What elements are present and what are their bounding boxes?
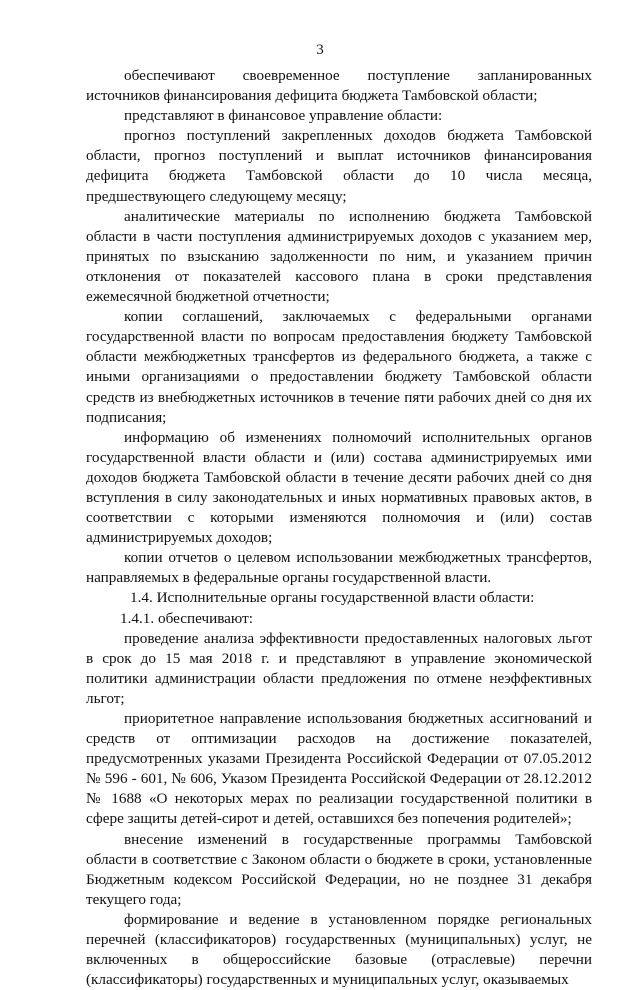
paragraph: прогноз поступлений закрепленных доходов бюджета Тамбовской области, прогноз поступлений и выплат источников финансирования дефицита бюджета Тамбовской области до 10 числа месяца, предшествующего следующему месяцу; <box>86 127 592 205</box>
document-body <box>86 66 592 990</box>
paragraph: приоритетное направление использования бюджетных ассигнований и средств от оптимизации расходов на достижение показателей, предусмотренных указами Президента Российской Федерации от 07.05.2012 № 596 - 601, № 606, Указом Президента Российской Федерации от 28.12.2012 № 1688 «О некоторых мерах по реализации государственной политики в сфере защиты детей-сирот и детей, оставшихся без попечения родителей»; <box>86 710 592 828</box>
paragraph: информацию об изменениях полномочий исполнительных органов государственной власти области и (или) состава администрируемых ими доходов бюджета Тамбовской области в течение десяти рабочих дней со дня вступления в силу законодательных и иных нормативных правовых актов, в соответствии с которыми изменяются полномочия и (или) состав администрируемых доходов; <box>86 428 592 547</box>
paragraph: внесение изменений в государственные программы Тамбовской области в соответствие с Законом области о бюджете в сроки, установленные Бюджетным кодексом Российской Федерации, но не позднее 31 декабря текущего года; <box>86 830 592 908</box>
paragraph: копии соглашений, заключаемых с федеральными органами государственной власти по вопросам предоставления бюджету Тамбовской области межбюджетных трансфертов из федерального бюджета, а также с иными организациями о предоставлении бюджету Тамбовской области средств из внебюджетных источников в течение пяти рабочих дней со дня их подписания; <box>86 308 592 426</box>
paragraph: аналитические материалы по исполнению бюджета Тамбовской области в части поступления администрируемых доходов с указанием мер, принятых по взысканию задолженности по ним, и указанием причин отклонения от показателей кассового плана в сроки представления ежемесячной бюджетной отчетности; <box>86 207 592 306</box>
page-number: 3 <box>316 42 324 58</box>
section-heading: 1.4. Исполнительные органы государственной власти области: <box>130 589 535 607</box>
paragraph: копии отчетов о целевом использовании межбюджетных трансфертов, направляемых в федеральные органы государственной власти. <box>86 549 592 587</box>
paragraph: представляют в финансовое управление области: <box>124 107 443 125</box>
paragraph: проведение анализа эффективности предоставленных налоговых льгот в срок до 15 мая 2018 г. и представляют в управление экономической политики администрации области предложения по отмене неэффективных льгот; <box>86 629 592 707</box>
paragraph: обеспечивают своевременное поступление запланированных источников финансирования дефицита бюджета Тамбовской области; <box>86 67 592 105</box>
subsection-heading: 1.4.1. обеспечивают: <box>120 609 253 627</box>
paragraph: формирование и ведение в установленном порядке региональных перечней (классификаторов) государственных (муниципальных) услуг, не включенных в общероссийские базовые (отраслевые) перечни (классификаторы) государственных и муниципальных услуг, оказываемых <box>86 910 592 989</box>
